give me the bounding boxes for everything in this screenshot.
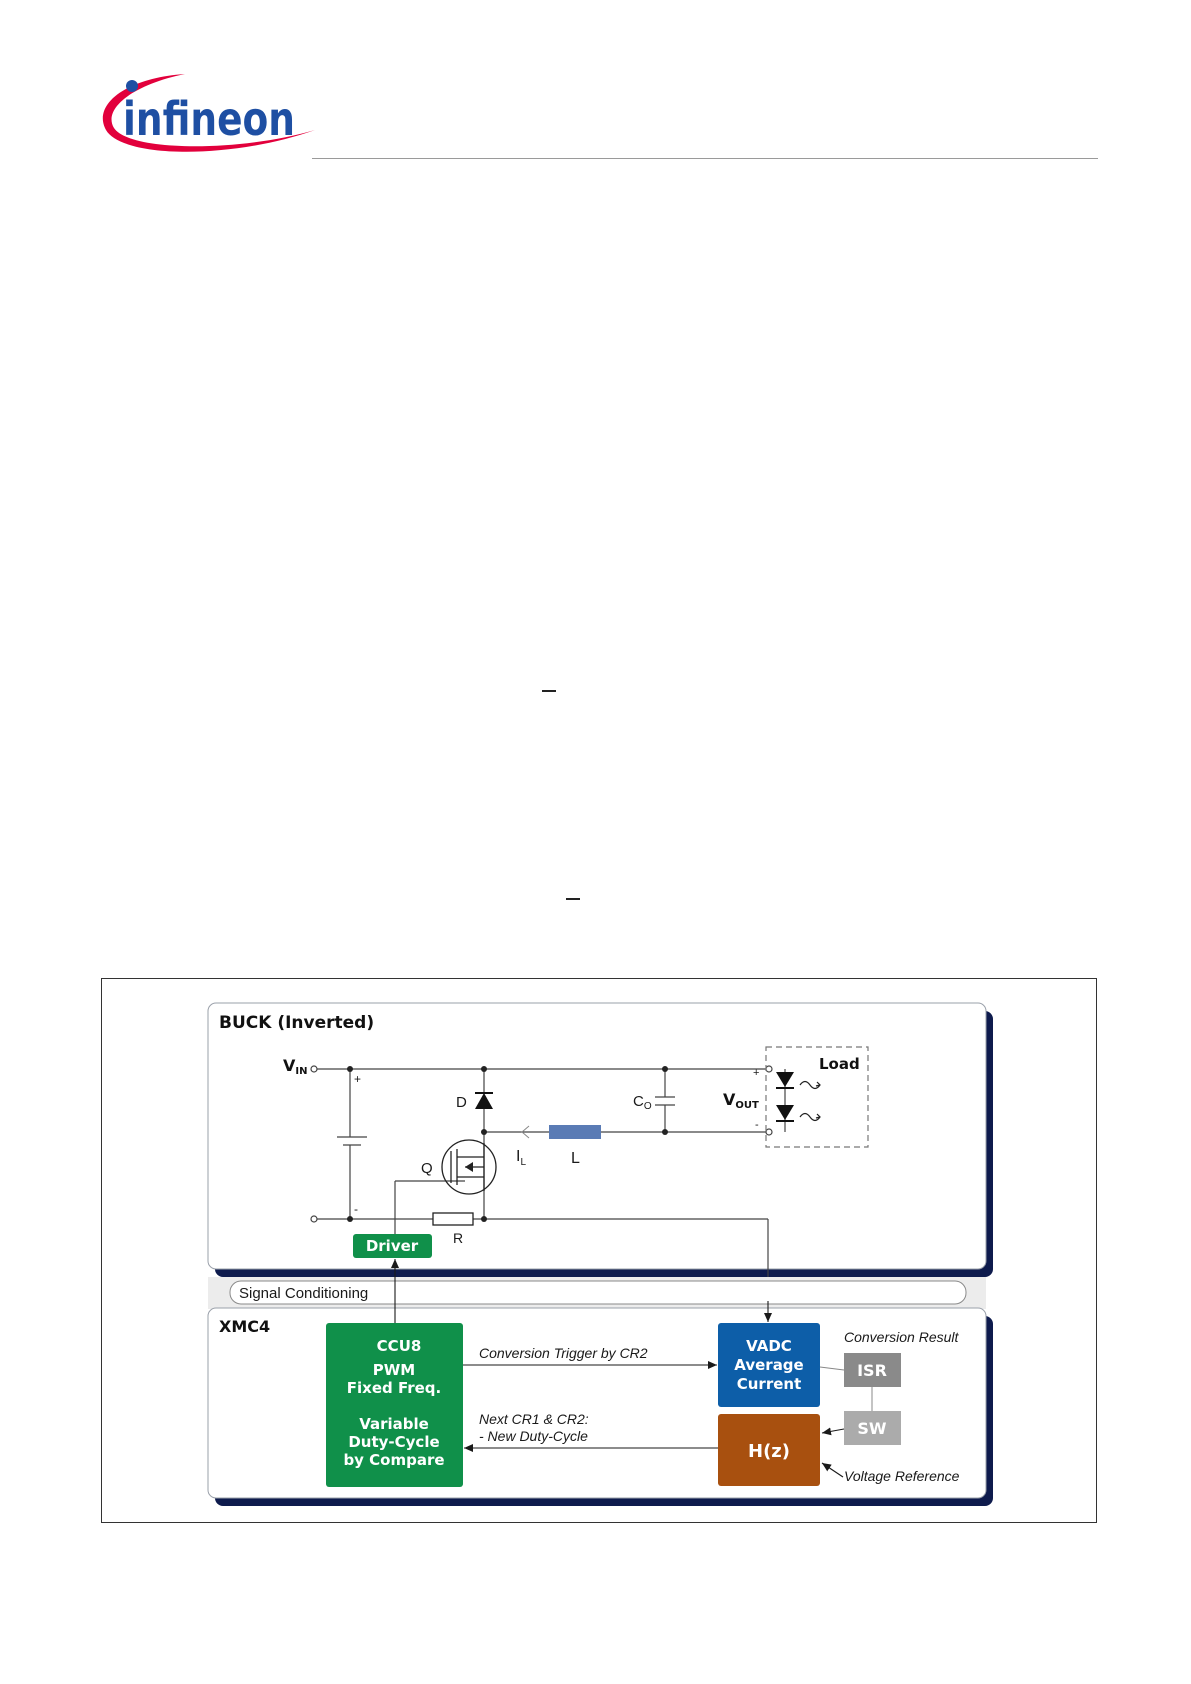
svg-text:CCU8: CCU8 bbox=[376, 1337, 422, 1355]
header-divider bbox=[312, 158, 1098, 159]
logo-wordmark: infineon bbox=[123, 92, 295, 146]
signal-conditioning-label: Signal Conditioning bbox=[239, 1285, 369, 1302]
vout-label: VOUT bbox=[723, 1090, 759, 1111]
conversion-result-label: Conversion Result bbox=[844, 1329, 959, 1345]
xmc4-title: XMC4 bbox=[219, 1317, 271, 1336]
svg-text:PWM: PWM bbox=[372, 1361, 416, 1379]
new-duty-cycle-label: - New Duty-Cycle bbox=[479, 1428, 588, 1444]
buck-control-diagram bbox=[102, 979, 1098, 1524]
inductor-label: L bbox=[571, 1150, 580, 1167]
co-label: $C_O$ bbox=[633, 1093, 652, 1112]
isr-label: ISR bbox=[857, 1361, 887, 1380]
svg-text:Duty-Cycle: Duty-Cycle bbox=[348, 1433, 440, 1451]
next-cr-label: Next CR1 & CR2: bbox=[479, 1411, 589, 1427]
svg-text:Fixed Freq.: Fixed Freq. bbox=[346, 1379, 442, 1397]
shunt-resistor bbox=[433, 1213, 473, 1225]
svg-text:Average: Average bbox=[734, 1356, 804, 1374]
svg-text:Variable: Variable bbox=[359, 1415, 429, 1433]
svg-text:by Compare: by Compare bbox=[343, 1451, 445, 1469]
inductor-l bbox=[549, 1125, 601, 1139]
svg-text:Current: Current bbox=[736, 1375, 802, 1393]
driver-label: Driver bbox=[365, 1237, 419, 1255]
buck-title: BUCK (Inverted) bbox=[219, 1013, 375, 1033]
vin-label: VIN bbox=[283, 1056, 308, 1077]
formula-overbar bbox=[566, 898, 580, 900]
vout-plus: + bbox=[753, 1067, 760, 1079]
infineon-logo bbox=[90, 60, 330, 170]
hz-label: H(z) bbox=[748, 1441, 790, 1462]
resistor-label: R bbox=[453, 1230, 464, 1246]
conversion-trigger-label: Conversion Trigger by CR2 bbox=[479, 1345, 648, 1361]
figure-frame bbox=[101, 978, 1097, 1523]
vin-plus: + bbox=[354, 1072, 362, 1086]
il-label: $I_L$ bbox=[516, 1148, 527, 1168]
mosfet-label: Q bbox=[421, 1160, 433, 1177]
voltage-reference-label: Voltage Reference bbox=[844, 1468, 960, 1484]
vout-minus: - bbox=[755, 1119, 759, 1131]
load-label: Load bbox=[819, 1055, 860, 1073]
vin-minus: - bbox=[354, 1202, 358, 1216]
svg-text:VADC: VADC bbox=[746, 1337, 792, 1355]
diode-label: D bbox=[456, 1094, 467, 1111]
sw-label: SW bbox=[857, 1419, 887, 1438]
logo-dot bbox=[126, 80, 138, 92]
formula-overbar bbox=[542, 690, 556, 692]
